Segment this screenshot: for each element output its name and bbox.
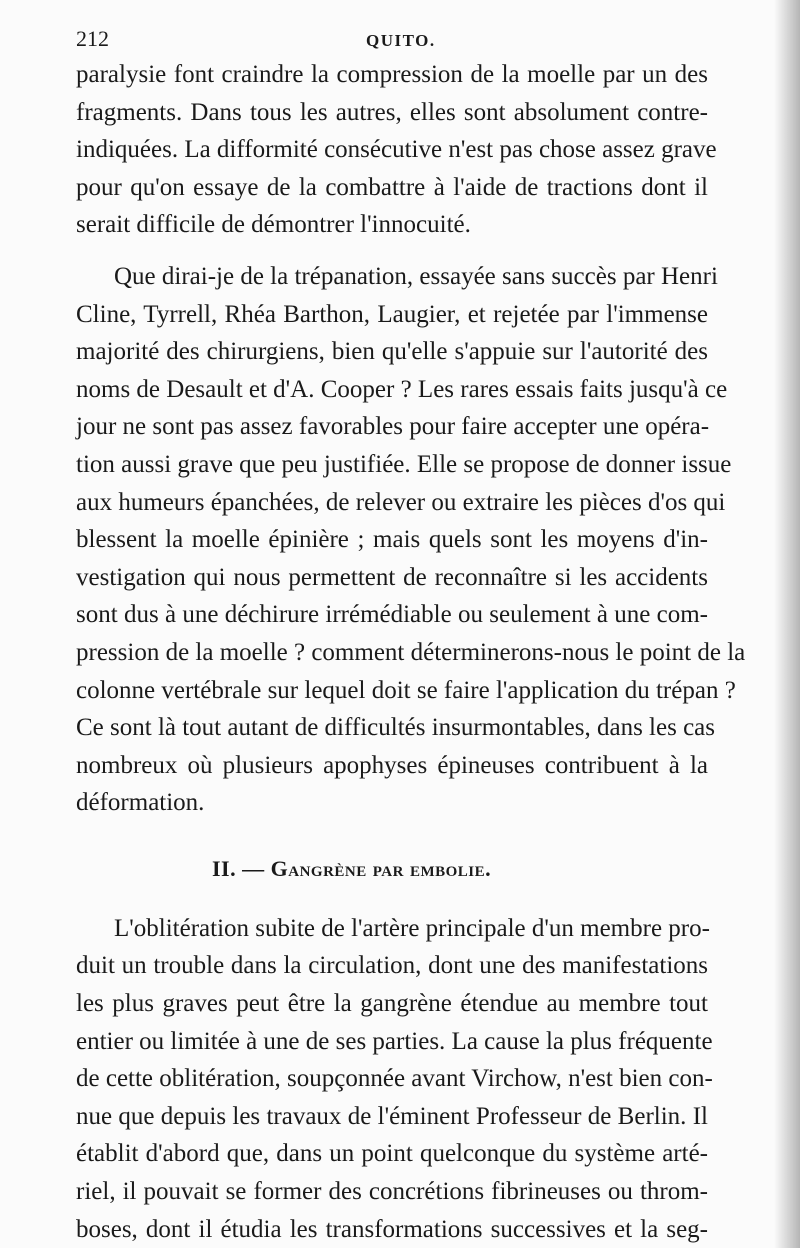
text-line: L'oblitération subite de l'artère principale d'un membre pro-	[114, 914, 710, 942]
text-line: aux humeurs épanchées, de relever ou extraire les pièces d'os qui	[76, 488, 726, 516]
running-title: QUITO.	[366, 31, 436, 50]
text-line: nombreux où plusieurs apophyses épineuses contribuent à la	[76, 751, 708, 779]
text-line: Cline, Tyrrell, Rhéa Barthon, Laugier, et rejetée par l'immense	[76, 300, 708, 328]
paragraph-3	[76, 910, 713, 1248]
text-line: duit un trouble dans la circulation, dont une des manifestations	[76, 952, 708, 980]
text-line: noms de Desault et d'A. Cooper ? Les rares essais faits jusqu'à ce	[76, 375, 728, 403]
text-line: sont dus à une déchirure irrémédiable ou seulement à une com-	[76, 601, 708, 629]
text-line: Que dirai-je de la trépanation, essayée sans succès par Henri	[114, 262, 718, 290]
text-line: Ce sont là tout autant de difficultés insurmontables, dans les cas	[76, 714, 715, 742]
text-line: jour ne sont pas assez favorables pour faire accepter une opéra-	[76, 413, 710, 441]
text-line: paralysie font craindre la compression de la moelle par un des	[76, 61, 708, 88]
text-line: pour qu'on essaye de la combattre à l'aide de tractions dont il	[76, 173, 708, 201]
text-line: fragments. Dans tous les autres, elles sont absolument contre-	[76, 98, 708, 126]
running-head	[76, 26, 708, 56]
page-number: 212	[76, 26, 109, 51]
text-line: riel, il pouvait se former des concrétions fibrineuses ou throm-	[76, 1178, 708, 1206]
text-line: boses, dont il étudia les transformations successives et la seg-	[76, 1215, 708, 1243]
paragraph-1	[76, 56, 717, 244]
text-line: colonne vertébrale sur lequel doit se faire l'application du trépan ?	[76, 676, 736, 704]
text-line: les plus graves peut être la gangrène étendue au membre tout	[76, 990, 708, 1018]
section-heading: II. — Gangrène par embolie.	[212, 855, 492, 881]
text-line: pression de la moelle ? comment déterminerons-nous le point de la	[76, 638, 746, 666]
text-line: indiquées. La difformité consécutive n'est pas chose assez grave	[76, 136, 717, 164]
text-line: vestigation qui nous permettent de reconnaître si les accidents	[76, 563, 708, 591]
text-line: majorité des chirurgiens, bien qu'elle s'appuie sur l'autorité des	[76, 338, 708, 366]
text-line: établit d'abord que, dans un point quelconque du système arté-	[76, 1140, 708, 1168]
text-line: de cette oblitération, soupçonnée avant Virchow, n'est bien con-	[76, 1065, 713, 1093]
text-line: serait difficile de démontrer l'innocuité.	[76, 211, 471, 239]
text-line: nue que depuis les travaux de l'éminent Professeur de Berlin. Il	[76, 1102, 708, 1130]
paragraph-2	[76, 258, 746, 822]
text-line: blessent la moelle épinière ; mais quels sont les moyens d'in-	[76, 526, 708, 554]
text-line: entier ou limitée à une de ses parties. La cause la plus fréquente	[76, 1027, 713, 1055]
text-line: déformation.	[76, 789, 205, 817]
text-line: tion aussi grave que peu justifiée. Elle se propose de donner issue	[76, 450, 732, 478]
